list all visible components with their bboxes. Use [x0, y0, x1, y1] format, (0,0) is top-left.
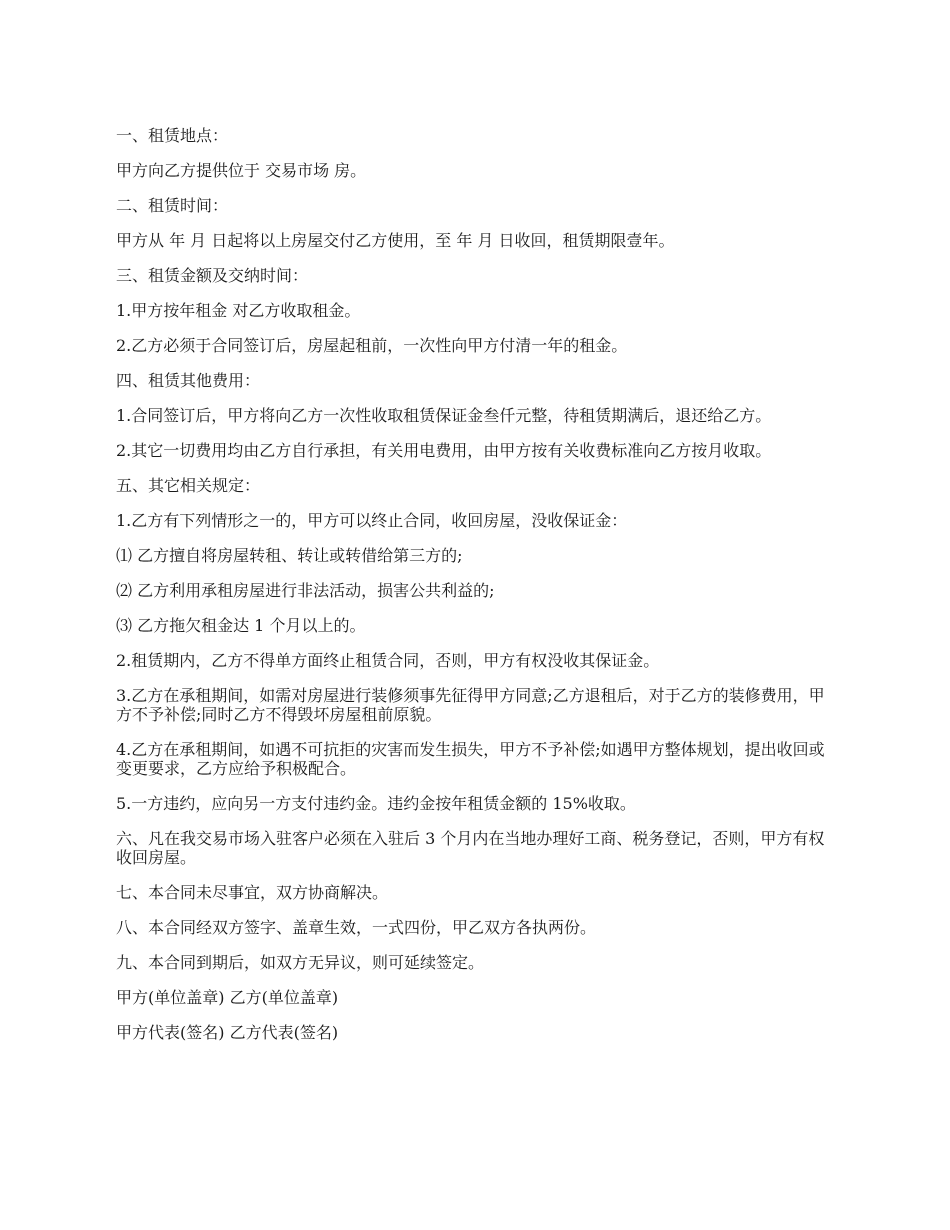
- section-heading-rent: 三、租赁金额及交纳时间：: [116, 266, 309, 285]
- signature-representative-line: 甲方代表(签名) 乙方代表(签名): [116, 1023, 339, 1042]
- document-page: [116, 126, 838, 1058]
- rules-clause-1: 1.乙方有下列情形之一的，甲方可以终止合同，收回房屋，没收保证金：: [116, 511, 628, 530]
- rent-clause-1: 1.甲方按年租金 对乙方收取租金。: [116, 301, 361, 320]
- fees-clause-1: 1.合同签订后，甲方将向乙方一次性收取租赁保证金叁仟元整，待租赁期满后，退还给乙方。: [116, 406, 772, 425]
- section-heading-term: 二、租赁时间：: [116, 196, 229, 215]
- rules-clause-2: 2.租赁期内，乙方不得单方面终止租赁合同，否则，甲方有权没收其保证金。: [116, 651, 660, 670]
- rules-clause-4: 4.乙方在承租期间，如遇不可抗拒的灾害而发生损失，甲方不予补偿;如遇甲方整体规划，提出收回或变更要求，乙方应给予积极配合。: [116, 740, 825, 778]
- rules-subclause-2: ⑵ 乙方利用承租房屋进行非法活动，损害公共利益的;: [116, 581, 495, 600]
- term-clause: 甲方从 年 月 日起将以上房屋交付乙方使用，至 年 月 日收回，租赁期限壹年。: [116, 231, 675, 250]
- signature-seal-line: 甲方(单位盖章) 乙方(单位盖章): [116, 988, 339, 1007]
- section-heading-rules: 五、其它相关规定：: [116, 476, 261, 495]
- location-clause: 甲方向乙方提供位于 交易市场 房。: [116, 161, 367, 180]
- section-heading-fees: 四、租赁其他费用：: [116, 371, 261, 390]
- section-nine: 九、本合同到期后，如双方无异议，则可延续签定。: [116, 953, 485, 972]
- section-seven: 七、本合同未尽事宜，双方协商解决。: [116, 883, 389, 902]
- rules-subclause-3: ⑶ 乙方拖欠租金达 1 个月以上的。: [116, 616, 366, 635]
- rules-clause-5: 5.一方违约，应向另一方支付违约金。违约金按年租赁金额的 15%收取。: [116, 794, 636, 813]
- fees-clause-2: 2.其它一切费用均由乙方自行承担，有关用电费用，由甲方按有关收费标准向乙方按月收取。: [116, 441, 772, 460]
- rules-subclause-1: ⑴ 乙方擅自将房屋转租、转让或转借给第三方的;: [116, 546, 463, 565]
- rules-clause-3: 3.乙方在承租期间，如需对房屋进行装修须事先征得甲方同意;乙方退租后，对于乙方的装修费用，甲方不予补偿;同时乙方不得毁坏房屋租前原貌。: [116, 686, 825, 724]
- section-eight: 八、本合同经双方签字、盖章生效，一式四份，甲乙双方各执两份。: [116, 918, 597, 937]
- section-six-registration: 六、凡在我交易市场入驻客户必须在入驻后 3 个月内在当地办理好工商、税务登记，否则，甲方有权收回房屋。: [116, 829, 825, 867]
- section-heading-location: 一、租赁地点：: [116, 126, 229, 145]
- rent-clause-2: 2.乙方必须于合同签订后，房屋起租前，一次性向甲方付清一年的租金。: [116, 336, 628, 355]
